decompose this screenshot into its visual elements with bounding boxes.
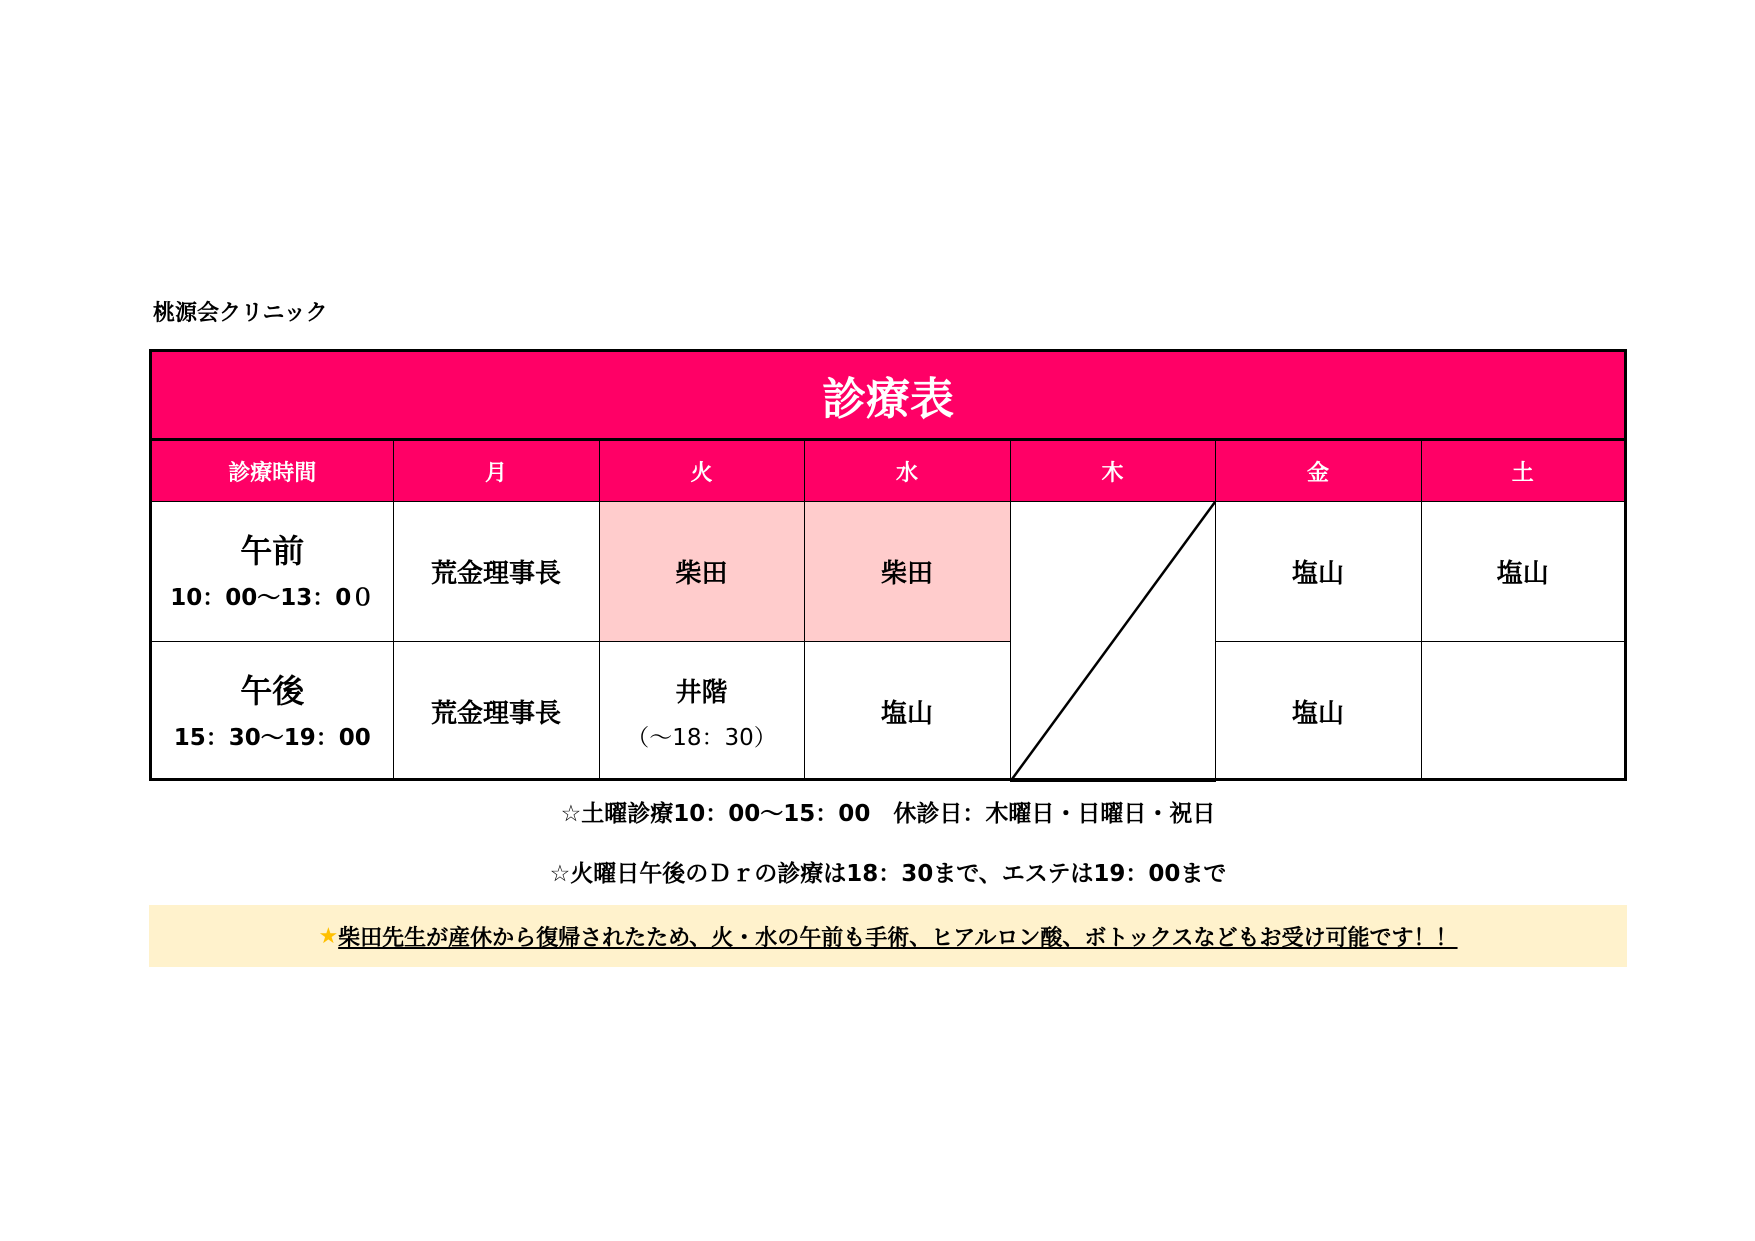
header-sat: 土 xyxy=(1421,441,1624,502)
schedule-grid xyxy=(152,441,1624,782)
tuesday-hours-note: ☆火曜日午後のＤｒの診療は18：30まで、エステは19：00まで xyxy=(549,861,1227,887)
thursday-closed-cell xyxy=(1010,502,1215,782)
schedule-title: 診療表 xyxy=(152,352,1624,441)
afternoon-row xyxy=(152,642,1624,782)
announcement-text: 柴田先生が産休から復帰されたため、火・水の午前も手術、ヒアルロン酸、ボトックスなどもお受け可能です！！ xyxy=(338,925,1458,951)
morning-sat: 塩山 xyxy=(1421,502,1624,642)
header-tue: 火 xyxy=(599,441,804,502)
afternoon-sat xyxy=(1421,642,1624,782)
clinic-name: 桃源会クリニック xyxy=(153,301,328,326)
header-wed: 水 xyxy=(804,441,1010,502)
header-row xyxy=(152,441,1624,502)
morning-tue: 柴田 xyxy=(599,502,804,642)
schedule-table xyxy=(149,349,1627,781)
afternoon-wed: 塩山 xyxy=(804,642,1010,782)
star-icon: ★ xyxy=(318,923,339,949)
closed-slash-icon xyxy=(1011,502,1215,781)
header-hours: 診療時間 xyxy=(152,441,393,502)
morning-row xyxy=(152,502,1624,642)
header-thu: 木 xyxy=(1010,441,1215,502)
afternoon-tue-cell xyxy=(599,642,804,782)
afternoon-tue: 井階 xyxy=(675,677,728,708)
announcement-banner xyxy=(149,905,1627,967)
morning-hours: 10：00～13：0０ xyxy=(170,584,375,611)
header-mon: 月 xyxy=(393,441,599,502)
morning-period-cell xyxy=(152,502,393,642)
afternoon-period-cell xyxy=(152,642,393,782)
afternoon-mon: 荒金理事長 xyxy=(393,642,599,782)
header-fri: 金 xyxy=(1215,441,1421,502)
morning-wed: 柴田 xyxy=(804,502,1010,642)
afternoon-hours: 15：30～19：00 xyxy=(173,724,371,751)
morning-fri: 塩山 xyxy=(1215,502,1421,642)
afternoon-label: 午後 xyxy=(240,672,305,711)
afternoon-fri: 塩山 xyxy=(1215,642,1421,782)
morning-mon: 荒金理事長 xyxy=(393,502,599,642)
morning-label: 午前 xyxy=(240,532,305,571)
afternoon-tue-note: （～18：30） xyxy=(626,724,777,751)
saturday-hours-note: ☆土曜診療10：00～15：00 休診日：木曜日・日曜日・祝日 xyxy=(560,801,1216,827)
